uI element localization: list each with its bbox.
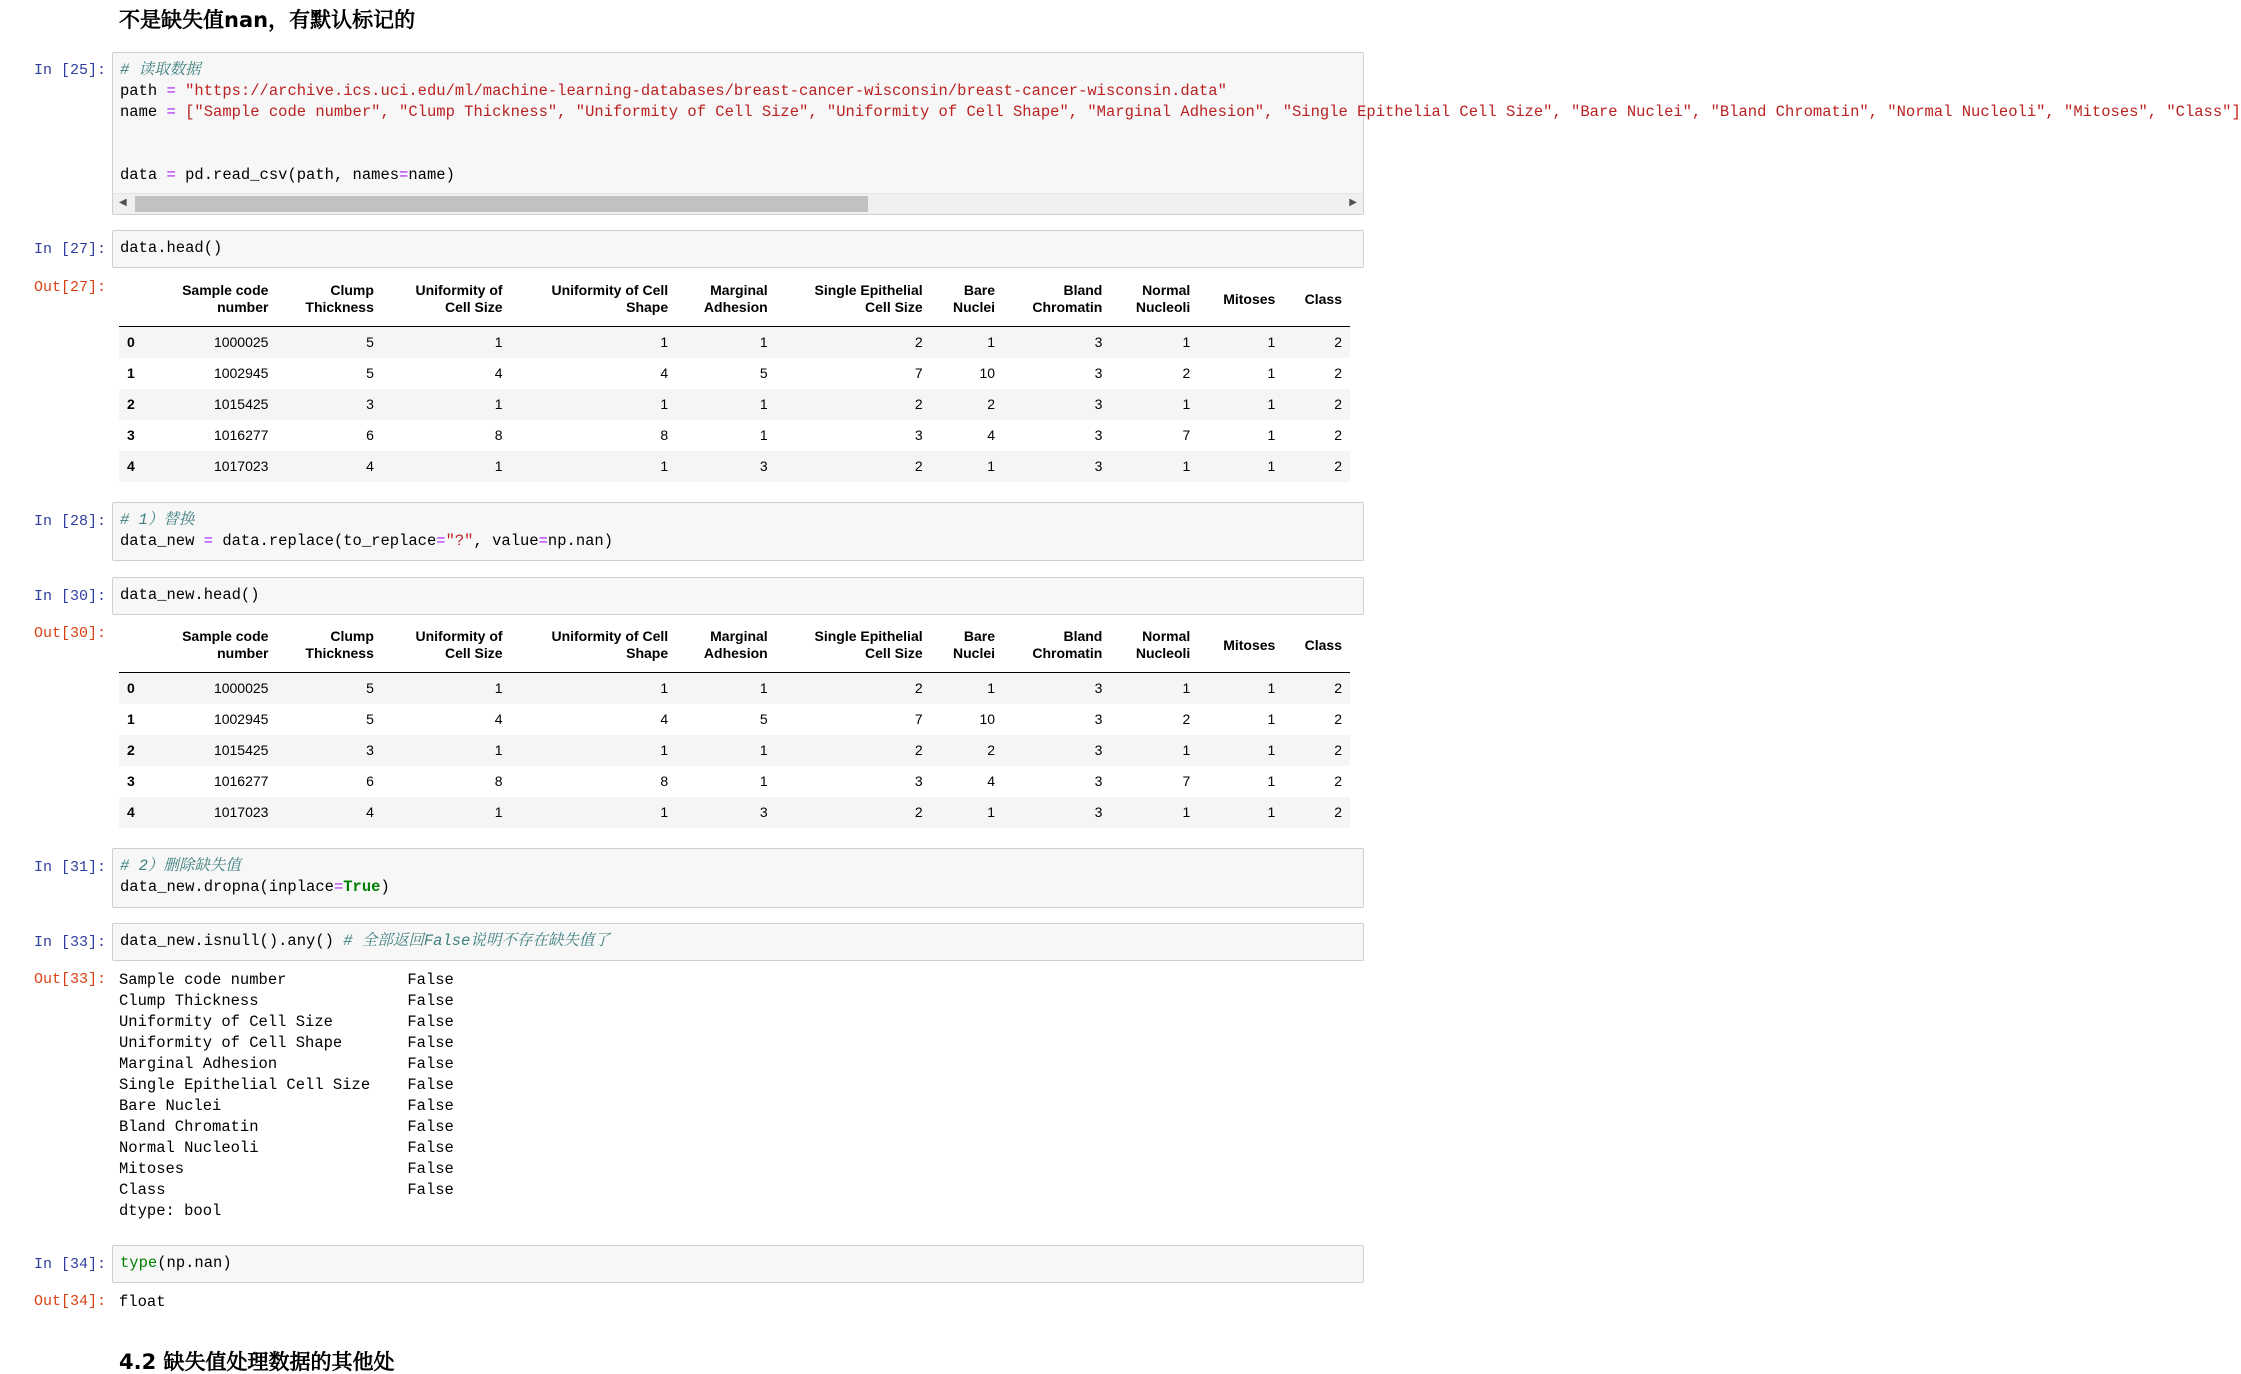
column-header-text: Marginal xyxy=(710,628,768,644)
table-cell: 3 xyxy=(1094,458,1103,474)
code-token: name xyxy=(120,103,158,121)
table-cell: 2 xyxy=(1182,365,1191,381)
column-header xyxy=(149,618,277,673)
code-token: data.replace(to_replace xyxy=(222,532,437,550)
output-line: Bare Nuclei False xyxy=(119,1097,454,1115)
output-line: Clump Thickness False xyxy=(119,992,454,1010)
table-cell: 10 xyxy=(979,711,996,727)
table-cell: 4 xyxy=(987,427,996,443)
code-token: pd.read_csv(path, names xyxy=(185,166,400,184)
table-cell: 2 xyxy=(1334,711,1342,727)
table-cell: 2 xyxy=(1334,804,1342,820)
table-cell: 7 xyxy=(1182,773,1191,789)
table-cell: 1 xyxy=(1182,396,1191,412)
output-line: Marginal Adhesion False xyxy=(119,1055,454,1073)
table-cell: 2 xyxy=(1334,396,1342,412)
column-header xyxy=(511,618,677,673)
code-token: data xyxy=(120,166,158,184)
table-cell: 1 xyxy=(759,396,768,412)
table-cell: 1 xyxy=(1182,742,1191,758)
table-cell: 4 xyxy=(660,365,669,381)
column-header-text: Bare xyxy=(963,282,996,298)
column-header-text: Marginal xyxy=(710,282,768,298)
table-cell: 1 xyxy=(759,427,768,443)
table-cell: 1 xyxy=(1267,742,1276,758)
output-line: Normal Nucleoli False xyxy=(119,1139,454,1157)
table-cell: 1 xyxy=(494,804,503,820)
table-cell: 4 xyxy=(987,773,996,789)
output-line: Uniformity of Cell Size False xyxy=(119,1013,454,1031)
code-comment: # 读取数据 xyxy=(120,61,201,79)
code-token: ) xyxy=(380,878,390,896)
index-header xyxy=(119,618,149,673)
table-cell: 3 xyxy=(759,458,768,474)
code-cell-27[interactable] xyxy=(112,230,1364,268)
column-header-text: Bare xyxy=(963,628,996,644)
table-cell: 2 xyxy=(914,742,923,758)
out-prompt-33: Out[33]: xyxy=(33,971,106,988)
column-header-text: Clump xyxy=(330,282,374,298)
scroll-right-icon[interactable]: ▶ xyxy=(1349,197,1357,208)
out-prompt-30: Out[30]: xyxy=(33,625,106,642)
table-cell: 2 xyxy=(1334,334,1342,351)
table-header-row xyxy=(119,618,1350,673)
code-string: "https://archive.ics.uci.edu/ml/machine-learning-databases/breast-cancer-wisconsin/breast-cancer-wisconsin.data" xyxy=(185,82,1227,100)
in-prompt-34: In [34]: xyxy=(33,1256,106,1273)
code-token: data_new xyxy=(120,532,195,550)
table-cell: 1 xyxy=(494,334,503,351)
table-cell: 1016277 xyxy=(213,427,269,443)
code-comment: # 2）删除缺失值 xyxy=(120,857,241,875)
table-cell: 3 xyxy=(366,742,374,758)
table-cell: 6 xyxy=(366,427,374,443)
code-keyword: True xyxy=(343,878,381,896)
code-cell-33[interactable] xyxy=(112,923,1364,961)
row-index: 4 xyxy=(127,458,135,474)
table-cell: 1 xyxy=(1182,458,1191,474)
table-cell: 2 xyxy=(1334,742,1342,758)
table-row xyxy=(119,735,1350,766)
code-operator: = xyxy=(157,103,186,121)
table-cell: 3 xyxy=(1094,773,1103,789)
column-header xyxy=(382,272,511,327)
table-cell: 4 xyxy=(366,458,374,474)
table-cell: 3 xyxy=(1094,680,1103,697)
table-cell: 1 xyxy=(987,458,996,474)
column-header xyxy=(676,272,776,327)
column-header xyxy=(1110,272,1198,327)
column-header xyxy=(776,272,931,327)
table-cell: 1 xyxy=(660,458,669,474)
column-header-text: number xyxy=(217,645,269,661)
table-cell: 3 xyxy=(366,396,374,412)
table-cell: 1 xyxy=(660,334,669,351)
table-cell: 1015425 xyxy=(213,742,269,758)
column-header-text: Adhesion xyxy=(703,299,768,315)
table-cell: 1 xyxy=(1267,458,1276,474)
column-header-text: number xyxy=(217,299,269,315)
table-cell: 7 xyxy=(914,711,923,727)
dataframe-table xyxy=(119,272,1350,482)
table-cell: 2 xyxy=(1334,365,1342,381)
column-header-text: Adhesion xyxy=(703,645,768,661)
table-cell: 3 xyxy=(1094,396,1103,412)
column-header-text: Class xyxy=(1304,636,1342,653)
column-header-text: Single Epithelial xyxy=(814,282,923,298)
output-line: Mitoses False xyxy=(119,1160,454,1178)
column-header xyxy=(1283,618,1350,673)
column-header-text: Uniformity of xyxy=(415,282,503,298)
table-cell: 5 xyxy=(366,711,374,727)
column-header xyxy=(1283,272,1350,327)
table-row xyxy=(119,704,1350,735)
table-cell: 1 xyxy=(759,742,768,758)
row-index: 3 xyxy=(127,773,135,789)
code-token: , value xyxy=(473,532,539,550)
code-builtin: type xyxy=(120,1254,158,1272)
column-header-text: Bland xyxy=(1063,282,1103,298)
section-heading: 不是缺失值nan，有默认标记的 xyxy=(119,8,416,32)
table-cell: 1017023 xyxy=(213,458,269,474)
code-token: data_new.isnull().any() xyxy=(120,932,344,950)
table-cell: 1 xyxy=(1267,365,1276,381)
table-cell: 3 xyxy=(1094,427,1103,443)
code-editor-31[interactable] xyxy=(120,856,390,898)
column-header xyxy=(676,618,776,673)
table-row xyxy=(119,389,1350,420)
code-cell-30[interactable] xyxy=(112,577,1364,615)
table-row xyxy=(119,673,1350,704)
table-cell: 1 xyxy=(660,804,669,820)
table-cell: 2 xyxy=(1182,711,1191,727)
code-operator: = xyxy=(399,166,409,184)
table-cell: 2 xyxy=(987,396,996,412)
column-header-text: Single Epithelial xyxy=(814,628,923,644)
next-section-heading: 4.2 缺失值处理数据的其他处 xyxy=(119,1350,395,1374)
code-cell-31[interactable] xyxy=(112,848,1364,908)
column-header-text: Nuclei xyxy=(953,299,996,315)
code-editor-30[interactable]: data_new.head() xyxy=(120,586,260,604)
column-header-text: Cell Size xyxy=(444,645,503,661)
in-prompt-30: In [30]: xyxy=(33,588,106,605)
table-cell: 3 xyxy=(1094,334,1103,351)
output-text-34: float xyxy=(119,1293,166,1311)
table-cell: 1 xyxy=(494,458,503,474)
column-header-text: Uniformity of Cell xyxy=(551,628,669,644)
table-cell: 1 xyxy=(660,742,669,758)
column-header xyxy=(931,618,1003,673)
table-cell: 6 xyxy=(366,773,374,789)
table-cell: 3 xyxy=(914,427,923,443)
column-header-text: Uniformity of xyxy=(415,628,503,644)
code-token: data_new.dropna(inplace xyxy=(120,878,334,896)
table-cell: 3 xyxy=(1094,711,1103,727)
output-line: Uniformity of Cell Shape False xyxy=(119,1034,454,1052)
table-cell: 2 xyxy=(914,804,923,820)
table-cell: 1 xyxy=(494,742,503,758)
table-cell: 4 xyxy=(494,365,503,381)
row-index: 0 xyxy=(127,334,135,351)
table-cell: 8 xyxy=(494,773,503,789)
in-prompt-28: In [28]: xyxy=(33,513,106,530)
code-comment: # 1）替换 xyxy=(120,511,195,529)
column-header xyxy=(276,272,381,327)
table-cell: 1 xyxy=(660,396,669,412)
column-header-text: Clump xyxy=(330,628,374,644)
table-cell: 1000025 xyxy=(213,334,269,351)
table-cell: 2 xyxy=(1334,458,1342,474)
column-header xyxy=(1198,272,1283,327)
column-header-text: Nuclei xyxy=(953,645,996,661)
table-cell: 1 xyxy=(1267,711,1276,727)
column-header-text: Shape xyxy=(626,299,669,315)
table-cell: 10 xyxy=(979,365,996,381)
code-token: (np.nan) xyxy=(157,1254,232,1272)
table-row xyxy=(119,766,1350,797)
column-header xyxy=(1110,618,1198,673)
table-cell: 3 xyxy=(1094,804,1103,820)
column-header-text: Thickness xyxy=(305,645,374,661)
table-cell: 4 xyxy=(366,804,374,820)
in-prompt-25: In [25]: xyxy=(33,62,106,79)
code-editor-28[interactable] xyxy=(120,510,613,552)
code-operator: = xyxy=(333,878,344,896)
table-cell: 1 xyxy=(660,680,669,697)
row-index: 3 xyxy=(127,427,135,443)
table-cell: 7 xyxy=(1182,427,1191,443)
table-cell: 5 xyxy=(759,711,768,727)
table-cell: 1 xyxy=(1267,334,1276,351)
row-index: 1 xyxy=(127,365,135,381)
column-header-text: Bland xyxy=(1063,628,1103,644)
column-header xyxy=(382,618,511,673)
output-line: Sample code number False xyxy=(119,971,454,989)
table-cell: 1 xyxy=(1267,427,1276,443)
column-header xyxy=(1003,272,1110,327)
in-prompt-31: In [31]: xyxy=(33,859,106,876)
out-prompt-27: Out[27]: xyxy=(33,279,106,296)
column-header xyxy=(1198,618,1283,673)
code-operator: = xyxy=(194,532,223,550)
code-editor-33[interactable] xyxy=(120,931,610,952)
column-header-text: Cell Size xyxy=(865,299,923,315)
table-cell: 1 xyxy=(1267,804,1276,820)
table-cell: 3 xyxy=(914,773,923,789)
table-cell: 1002945 xyxy=(213,711,269,727)
table-cell: 3 xyxy=(1094,742,1103,758)
table-cell: 5 xyxy=(366,365,374,381)
table-cell: 8 xyxy=(660,773,669,789)
column-header-text: Nucleoli xyxy=(1135,299,1191,315)
column-header xyxy=(149,272,277,327)
code-cell-28[interactable] xyxy=(112,502,1364,561)
column-header-text: Sample code xyxy=(182,628,269,644)
code-string: ["Sample code number", "Clump Thickness", "Uniformity of Cell Size", "Uniformity of Cell Shape", "Marginal Adhesion", "Single Epithelial Cell Size", "Bare Nuclei", "Bland Chromatin", "Normal Nucleoli", "Mitoses", "Class"] xyxy=(185,103,2241,121)
column-header-text: Mitoses xyxy=(1223,290,1276,307)
column-header-text: Cell Size xyxy=(865,645,923,661)
code-cell-25[interactable] xyxy=(112,52,2241,215)
code-cell-34[interactable] xyxy=(112,1245,1364,1283)
table-cell: 5 xyxy=(759,365,768,381)
table-cell: 1016277 xyxy=(213,773,269,789)
table-cell: 1 xyxy=(1182,804,1191,820)
code-editor-34[interactable] xyxy=(120,1253,232,1274)
scroll-left-icon[interactable]: ◀ xyxy=(119,197,127,208)
table-row xyxy=(119,327,1350,358)
code-comment: # 全部返回False说明不存在缺失值了 xyxy=(343,932,610,950)
table-cell: 2 xyxy=(1334,773,1342,789)
code-operator: = xyxy=(157,82,186,100)
column-header-text: Chromatin xyxy=(1032,645,1103,661)
table-row xyxy=(119,420,1350,451)
table-cell: 1 xyxy=(987,334,996,351)
code-token: path xyxy=(120,82,158,100)
table-cell: 5 xyxy=(366,680,374,697)
table-cell: 2 xyxy=(914,334,923,351)
table-cell: 3 xyxy=(1094,365,1103,381)
column-header-text: Normal xyxy=(1142,628,1191,644)
table-cell: 1 xyxy=(987,804,996,820)
table-cell: 7 xyxy=(914,365,923,381)
scrollbar-thumb[interactable] xyxy=(135,196,868,212)
code-string: "?" xyxy=(445,532,474,550)
table-cell: 1 xyxy=(1267,680,1276,697)
table-cell: 2 xyxy=(1334,680,1342,697)
table-cell: 8 xyxy=(494,427,503,443)
code-token: name) xyxy=(408,166,455,184)
table-cell: 1 xyxy=(1182,680,1191,697)
row-index: 2 xyxy=(127,742,135,758)
table-cell: 1015425 xyxy=(213,396,269,412)
table-cell: 1 xyxy=(1267,396,1276,412)
column-header-text: Cell Size xyxy=(444,299,503,315)
code-editor-27[interactable]: data.head() xyxy=(120,239,223,257)
column-header-text: Class xyxy=(1304,290,1342,307)
output-line: Single Epithelial Cell Size False xyxy=(119,1076,454,1094)
column-header-text: Thickness xyxy=(305,299,374,315)
code-operator: = xyxy=(436,532,446,550)
table-cell: 1000025 xyxy=(213,680,269,697)
output-line: Class False xyxy=(119,1181,454,1199)
table-cell: 3 xyxy=(759,804,768,820)
column-header-text: Mitoses xyxy=(1223,636,1276,653)
table-cell: 2 xyxy=(914,396,923,412)
table-cell: 1002945 xyxy=(213,365,269,381)
table-cell: 1 xyxy=(494,396,503,412)
table-cell: 1 xyxy=(1267,773,1276,789)
row-index: 2 xyxy=(127,396,135,412)
column-header-text: Nucleoli xyxy=(1135,645,1191,661)
table-row xyxy=(119,797,1350,828)
code-token: np.nan) xyxy=(547,532,614,550)
table-cell: 2 xyxy=(1334,427,1342,443)
table-row xyxy=(119,451,1350,482)
table-cell: 2 xyxy=(914,458,923,474)
horizontal-scrollbar[interactable] xyxy=(113,193,1363,214)
row-index: 1 xyxy=(127,711,135,727)
column-header xyxy=(776,618,931,673)
in-prompt-33: In [33]: xyxy=(33,934,106,951)
row-index: 0 xyxy=(127,680,135,697)
column-header xyxy=(511,272,677,327)
table-header-row xyxy=(119,272,1350,327)
column-header-text: Shape xyxy=(626,645,669,661)
out-prompt-34: Out[34]: xyxy=(33,1293,106,1310)
table-cell: 5 xyxy=(366,334,374,351)
row-index: 4 xyxy=(127,804,135,820)
output-line: dtype: bool xyxy=(119,1202,222,1220)
table-cell: 2 xyxy=(987,742,996,758)
column-header xyxy=(931,272,1003,327)
table-cell: 1 xyxy=(987,680,996,697)
table-cell: 1 xyxy=(1182,334,1191,351)
table-cell: 1 xyxy=(759,334,768,351)
table-row xyxy=(119,358,1350,389)
column-header-text: Normal xyxy=(1142,282,1191,298)
table-cell: 2 xyxy=(914,680,923,697)
code-editor-25[interactable] xyxy=(120,60,2241,186)
table-cell: 1 xyxy=(759,680,768,697)
column-header-text: Sample code xyxy=(182,282,269,298)
output-text-33 xyxy=(119,970,454,1222)
column-header-text: Uniformity of Cell xyxy=(551,282,669,298)
in-prompt-27: In [27]: xyxy=(33,241,106,258)
column-header xyxy=(1003,618,1110,673)
column-header xyxy=(276,618,381,673)
code-operator: = xyxy=(538,532,548,550)
output-line: Bland Chromatin False xyxy=(119,1118,454,1136)
index-header xyxy=(119,272,149,327)
table-cell: 1 xyxy=(759,773,768,789)
table-cell: 4 xyxy=(494,711,503,727)
table-cell: 8 xyxy=(660,427,669,443)
code-operator: = xyxy=(157,166,186,184)
table-cell: 1017023 xyxy=(213,804,269,820)
column-header-text: Chromatin xyxy=(1032,299,1103,315)
table-cell: 4 xyxy=(660,711,669,727)
dataframe-table xyxy=(119,618,1350,828)
table-cell: 1 xyxy=(494,680,503,697)
